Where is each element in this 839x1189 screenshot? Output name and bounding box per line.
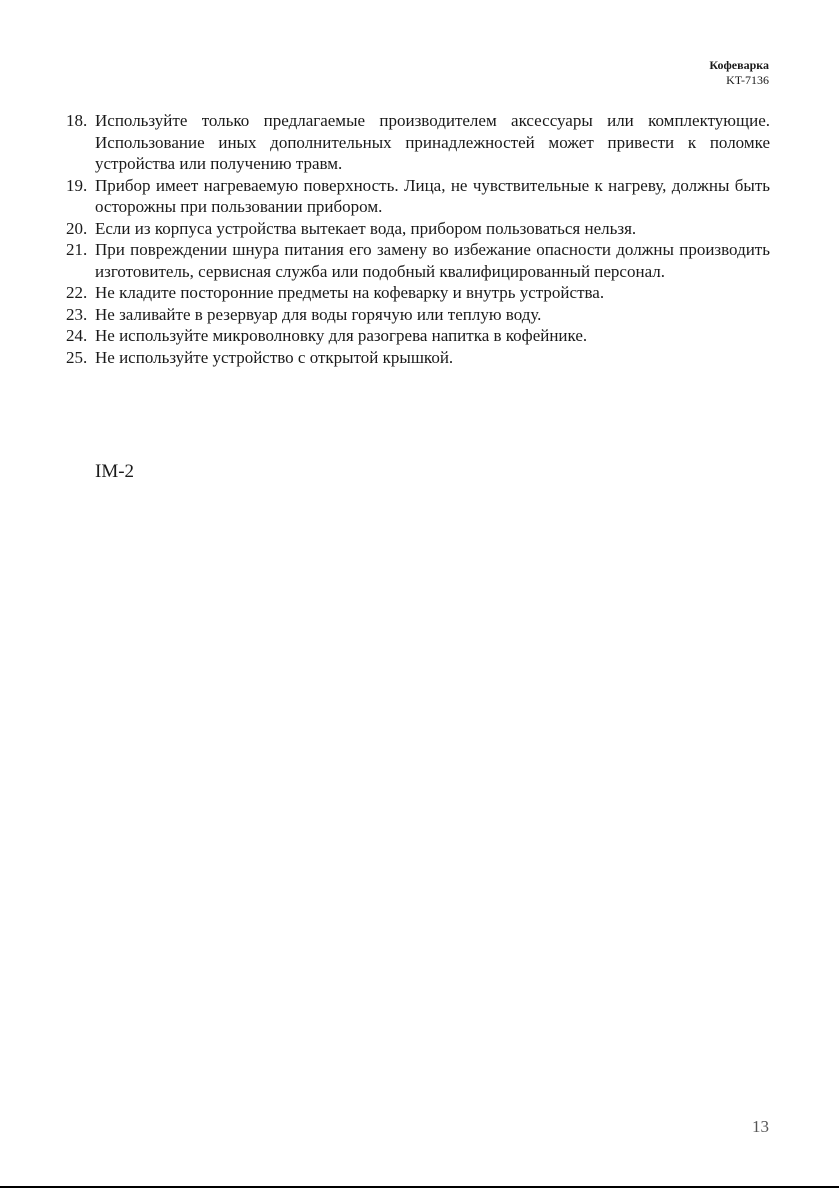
item-text: Не заливайте в резервуар для воды горячую или теплую воду. — [95, 304, 542, 324]
list-item — [66, 282, 770, 304]
model-number: KT-7136 — [726, 73, 769, 87]
item-number: 24. — [66, 326, 88, 345]
list-item — [66, 175, 770, 218]
list-item — [66, 347, 770, 369]
item-number: 19. — [66, 175, 88, 195]
list-item — [66, 110, 770, 175]
item-text: Не используйте микроволновку для разогрева напитка в кофейнике. — [95, 326, 588, 345]
item-text: Если из корпуса устройства вытекает вода, прибором пользоваться нельзя. — [95, 218, 637, 238]
item-number: 21. — [66, 240, 88, 259]
item-text: Не кладите посторонние предметы на кофеварку и внутрь устройства. — [95, 283, 605, 302]
list-item — [66, 304, 770, 326]
item-number: 18. — [66, 111, 88, 130]
item-number: 23. — [66, 304, 88, 324]
page-header — [709, 58, 769, 88]
item-text: Прибор имеет нагреваемую поверхность. Лица, не чувствительные к нагреву, должны быть осторожны при пользовании прибором. — [95, 175, 770, 216]
safety-instructions-list — [66, 110, 770, 368]
bottom-divider — [0, 1186, 839, 1188]
document-title: Кофеварка — [709, 58, 769, 72]
item-text: Используйте только предлагаемые производителем аксессуары или комплектующие. Использование иных дополнительных принадлежностей может привести к поломке устройства или получению травм. — [95, 111, 770, 173]
list-item — [66, 239, 770, 282]
list-item — [66, 218, 770, 240]
item-number: 22. — [66, 283, 88, 302]
item-text: При повреждении шнура питания его замену во избежание опасности должны производить изготовитель, сервисная служба или подобный квалифицированный персонал. — [95, 240, 770, 281]
item-text: Не используйте устройство с открытой крышкой. — [95, 347, 454, 367]
page-number: 13 — [752, 1117, 769, 1136]
item-number: 25. — [66, 347, 88, 367]
section-label: IM-2 — [95, 461, 135, 482]
item-number: 20. — [66, 218, 88, 238]
list-item — [66, 325, 770, 347]
